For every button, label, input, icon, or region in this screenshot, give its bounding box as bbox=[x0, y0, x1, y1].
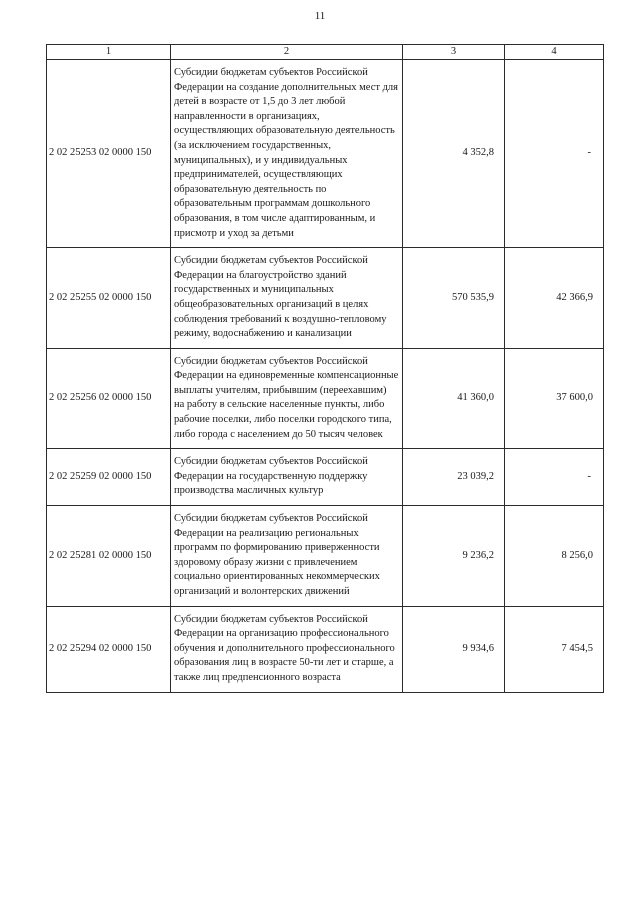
amount-col4: - bbox=[505, 60, 604, 248]
amount-col3: 4 352,8 bbox=[403, 60, 505, 248]
amount-col4: 8 256,0 bbox=[505, 506, 604, 607]
amount-col3: 9 934,6 bbox=[403, 606, 505, 692]
table-row bbox=[47, 606, 604, 692]
budget-code: 2 02 25294 02 0000 150 bbox=[47, 606, 171, 692]
subsidy-description: Субсидии бюджетам субъектов Российской Федерации на организацию профессионального обучения и дополнительного профессионального образования лиц в возрасте 50-ти лет и старше, а также лиц предпенсионного возраста bbox=[171, 606, 403, 692]
header-row bbox=[47, 45, 604, 60]
column-header-2: 2 bbox=[171, 45, 403, 60]
subsidy-description: Субсидии бюджетам субъектов Российской Федерации на реализацию региональных программ по формированию приверженности здоровому образу жизни с привлечением социально ориентированных некоммерческих организаций и волонтерских движений bbox=[171, 506, 403, 607]
amount-col4: 37 600,0 bbox=[505, 348, 604, 449]
table-row bbox=[47, 449, 604, 506]
amount-col4: 42 366,9 bbox=[505, 248, 604, 349]
table-row bbox=[47, 506, 604, 607]
table-row bbox=[47, 248, 604, 349]
column-header-4: 4 bbox=[505, 45, 604, 60]
column-header-1: 1 bbox=[47, 45, 171, 60]
table-row bbox=[47, 348, 604, 449]
amount-col4: 7 454,5 bbox=[505, 606, 604, 692]
column-header-3: 3 bbox=[403, 45, 505, 60]
amount-col4: - bbox=[505, 449, 604, 506]
amount-col3: 41 360,0 bbox=[403, 348, 505, 449]
budget-code: 2 02 25253 02 0000 150 bbox=[47, 60, 171, 248]
budget-code: 2 02 25255 02 0000 150 bbox=[47, 248, 171, 349]
subsidy-description: Субсидии бюджетам субъектов Российской Федерации на единовременные компенсационные выплаты учителям, прибывшим (переехавшим) на работу в сельские населенные пункты, либо рабочие поселки, либо поселки городского типа, либо города с населением до 50 тысяч человек bbox=[171, 348, 403, 449]
subsidy-description: Субсидии бюджетам субъектов Российской Федерации на создание дополнительных мест для детей в возрасте от 1,5 до 3 лет любой направленности в организациях, осуществляющих образовательную деятельность (за исключением государственных, муниципальных), и у индивидуальных предпринимателей, осуществляющих образовательную деятельность по образовательным программам дошкольного образования, в том числе адаптированным, и присмотр и уход за детьми bbox=[171, 60, 403, 248]
table-row bbox=[47, 60, 604, 248]
amount-col3: 570 535,9 bbox=[403, 248, 505, 349]
page-number: 11 bbox=[314, 10, 326, 22]
amount-col3: 23 039,2 bbox=[403, 449, 505, 506]
subsidy-description: Субсидии бюджетам субъектов Российской Федерации на благоустройство зданий государственных и муниципальных общеобразовательных организаций в целях соблюдения требований к воздушно-тепловому режиму, водоснабжению и канализации bbox=[171, 248, 403, 349]
subsidy-description: Субсидии бюджетам субъектов Российской Федерации на государственную поддержку производства масличных культур bbox=[171, 449, 403, 506]
budget-code: 2 02 25259 02 0000 150 bbox=[47, 449, 171, 506]
amount-col3: 9 236,2 bbox=[403, 506, 505, 607]
budget-table bbox=[46, 44, 604, 693]
budget-code: 2 02 25281 02 0000 150 bbox=[47, 506, 171, 607]
budget-code: 2 02 25256 02 0000 150 bbox=[47, 348, 171, 449]
